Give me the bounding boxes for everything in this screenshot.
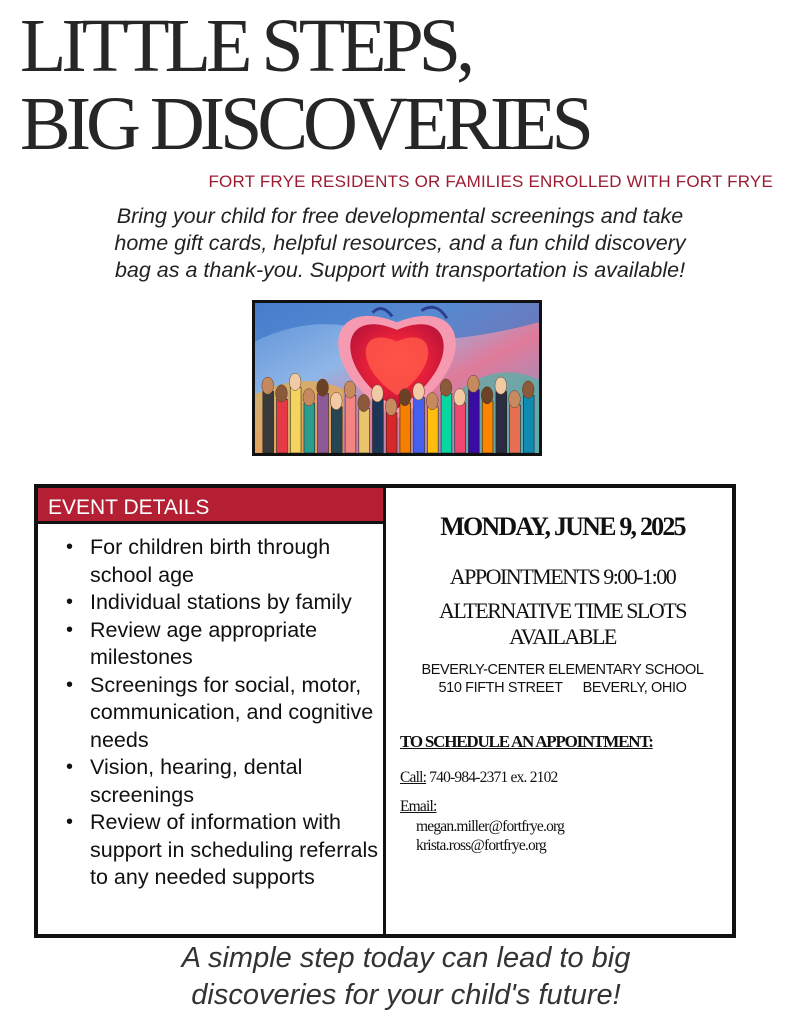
- page-title-line-1: LITTLE STEPS,: [20, 4, 471, 88]
- closing-line: A simple step today can lead to big: [181, 942, 631, 974]
- list-item: • Individual stations by family: [66, 589, 382, 617]
- raised-hands-heart-image: [252, 300, 542, 456]
- email-label: Email:: [400, 798, 437, 815]
- phone-contact: [400, 769, 558, 787]
- alternative-slots-line: AVAILABLE: [509, 624, 616, 649]
- list-item: • Review age appropriate milestones: [66, 617, 382, 672]
- event-date: MONDAY, JUNE 9, 2025: [440, 512, 685, 541]
- list-item: • Vision, hearing, dental screenings: [66, 754, 382, 809]
- list-item: • For children birth through school age: [66, 534, 382, 589]
- event-details-list: [66, 534, 382, 892]
- intro-line: Bring your child for free developmental screenings and take: [116, 204, 684, 228]
- event-details-header: EVENT DETAILS: [38, 488, 383, 524]
- email-address[interactable]: megan.miller@fortfrye.org: [416, 818, 565, 835]
- closing-tagline: [40, 940, 772, 1014]
- event-location: [389, 661, 736, 697]
- school-address: [389, 679, 736, 697]
- email-list: [416, 817, 564, 855]
- city-state: BEVERLY, OHIO: [582, 680, 687, 696]
- list-item: • Review of information with support in scheduling referrals to any needed supports: [66, 809, 382, 892]
- heart-hands-illustration: [255, 303, 539, 453]
- intro-paragraph: [40, 203, 760, 284]
- page-title-line-2: BIG DISCOVERIES: [20, 82, 589, 166]
- school-name: BEVERLY-CENTER ELEMENTARY SCHOOL: [421, 662, 704, 678]
- email-address[interactable]: krista.ross@fortfrye.org: [416, 837, 546, 854]
- alternative-slots-line: ALTERNATIVE TIME SLOTS: [439, 598, 686, 623]
- event-details-box: [34, 484, 736, 938]
- closing-line: discoveries for your child's future!: [191, 979, 621, 1011]
- intro-line: bag as a thank-you. Support with transportation is available!: [114, 258, 686, 282]
- call-label: Call:: [400, 769, 427, 786]
- alternative-slots-note: [389, 598, 736, 650]
- list-item: • Screenings for social, motor, communication, and cognitive needs: [66, 672, 382, 755]
- schedule-heading: TO SCHEDULE AN APPOINTMENT:: [400, 732, 653, 751]
- event-info-column: [389, 488, 736, 934]
- appointment-hours: APPOINTMENTS 9:00-1:00: [449, 564, 676, 589]
- intro-line: home gift cards, helpful resources, and a fun child discovery: [114, 231, 686, 255]
- phone-number[interactable]: 740-984-2371 ex. 2102: [429, 769, 558, 786]
- eligibility-subtitle: FORT FRYE RESIDENTS OR FAMILIES ENROLLED WITH FORT FRYE: [208, 172, 773, 191]
- event-details-column: [38, 488, 386, 934]
- street-address: 510 FIFTH STREET: [438, 680, 563, 696]
